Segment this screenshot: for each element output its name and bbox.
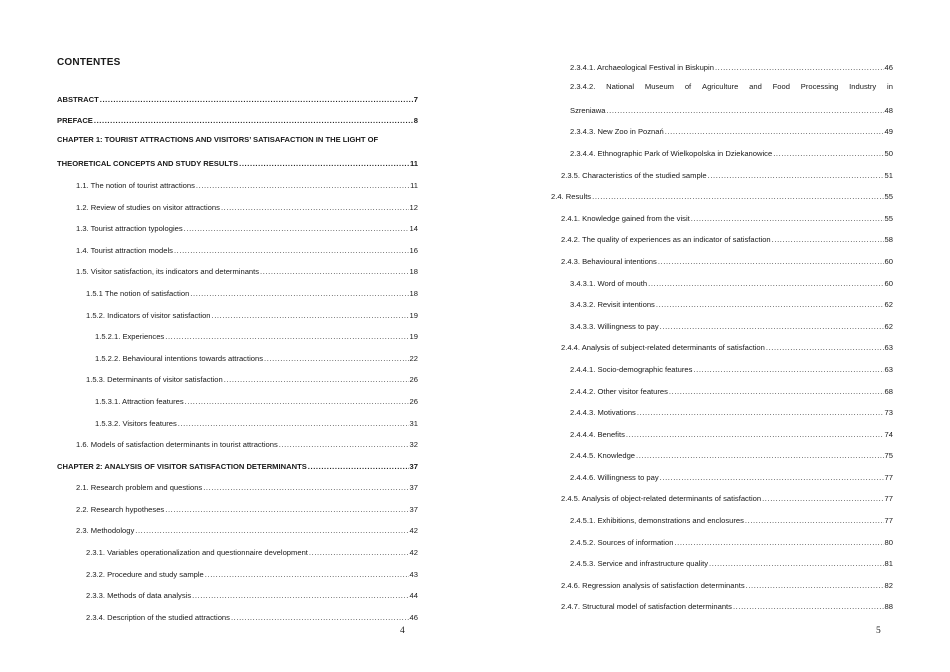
toc-entry-chapter-2[interactable] bbox=[0, 452, 475, 474]
toc-entry-label: 1.5.3.1. Attraction features bbox=[95, 396, 184, 406]
toc-leader-dots bbox=[135, 526, 408, 536]
toc-leader-dots bbox=[100, 95, 413, 105]
toc-leader-dots bbox=[626, 430, 884, 440]
toc-entry-page: 7 bbox=[413, 94, 418, 104]
toc-entry-page: 77 bbox=[884, 516, 893, 526]
toc-entry-label: 2.3.4.1. Archaeological Festival in Biskupin bbox=[570, 62, 714, 72]
toc-entry-word: of bbox=[684, 81, 692, 91]
toc-leader-dots bbox=[239, 159, 409, 169]
toc-entry[interactable] bbox=[0, 236, 475, 258]
toc-leader-dots bbox=[264, 354, 409, 364]
toc-entry-label: 2.4.4.2. Other visitor features bbox=[570, 386, 668, 396]
toc-leader-dots bbox=[636, 451, 884, 461]
toc-entry-word: Processing bbox=[800, 81, 839, 91]
toc-entry-page: 51 bbox=[884, 170, 893, 180]
toc-entry-page: 82 bbox=[884, 580, 893, 590]
toc-leader-dots bbox=[745, 516, 884, 526]
toc-leader-dots bbox=[762, 494, 883, 504]
toc-entry-page: 18 bbox=[409, 288, 418, 298]
toc-leader-dots bbox=[648, 279, 883, 289]
toc-entry[interactable] bbox=[0, 258, 475, 280]
toc-entry-label: 2.3.2. Procedure and study sample bbox=[86, 569, 204, 579]
toc-entry-page: 77 bbox=[884, 472, 893, 482]
toc-entry-page: 50 bbox=[884, 148, 893, 158]
toc-entry-page: 81 bbox=[884, 559, 893, 569]
toc-entry-page: 8 bbox=[413, 116, 418, 126]
toc-entry-label: 2.4. Results bbox=[551, 192, 592, 202]
toc-entry-page: 44 bbox=[409, 591, 418, 601]
toc-entry-page: 37 bbox=[409, 461, 418, 471]
toc-entry-label: 2.3.4.4. Ethnographic Park of Wielkopolska in Dziekanowice bbox=[570, 148, 773, 158]
toc-leader-dots bbox=[196, 181, 409, 191]
toc-entry-page: 63 bbox=[884, 343, 893, 353]
toc-entry-label: 2.4.5.2. Sources of information bbox=[570, 537, 674, 547]
toc-leader-dots bbox=[746, 581, 884, 591]
toc-entry-label: PREFACE bbox=[57, 116, 93, 126]
toc-entry-page: 37 bbox=[409, 504, 418, 514]
right-page bbox=[475, 0, 950, 672]
toc-entry-page: 77 bbox=[884, 494, 893, 504]
toc-leader-dots bbox=[212, 311, 409, 321]
toc-entry[interactable] bbox=[0, 193, 475, 215]
toc-entry-two-line[interactable] bbox=[570, 75, 893, 118]
toc-entry[interactable] bbox=[475, 528, 950, 550]
toc-leader-dots bbox=[309, 548, 409, 558]
toc-entry-label-line1: CHAPTER 1: TOURIST ATTRACTIONS AND VISITORS’ SATISAFACTION IN THE LIGHT OF bbox=[57, 135, 379, 145]
toc-leader-dots bbox=[308, 462, 409, 472]
toc-entry[interactable] bbox=[0, 560, 475, 582]
toc-entry-label: 1.1. The notion of tourist attractions bbox=[76, 180, 195, 190]
toc-entry[interactable] bbox=[475, 312, 950, 334]
toc-entry-label: 2.3.3. Methods of data analysis bbox=[86, 591, 192, 601]
toc-leader-dots bbox=[224, 375, 409, 385]
toc-entry[interactable] bbox=[0, 366, 475, 388]
toc-leader-dots bbox=[693, 365, 883, 375]
toc-leader-dots bbox=[637, 408, 884, 418]
toc-entry[interactable] bbox=[475, 139, 950, 161]
toc-entry[interactable] bbox=[475, 485, 950, 507]
toc-entry-page: 14 bbox=[409, 224, 418, 234]
toc-leader-dots bbox=[184, 224, 409, 234]
toc-entry-label: 2.1. Research problem and questions bbox=[76, 483, 203, 493]
toc-entry-label: CHAPTER 2: ANALYSIS OF VISITOR SATISFACTION DETERMINANTS bbox=[57, 461, 307, 471]
toc-entry[interactable] bbox=[475, 53, 950, 75]
toc-entry-label: 3.4.3.2. Revisit intentions bbox=[570, 300, 655, 310]
toc-entry-page: 18 bbox=[409, 267, 418, 277]
toc-leader-dots bbox=[165, 505, 408, 515]
toc-entry-label: 1.5.3.2. Visitors features bbox=[95, 418, 177, 428]
toc-entry-chapter-1[interactable] bbox=[57, 128, 418, 171]
toc-entry-page: 63 bbox=[884, 364, 893, 374]
toc-leader-dots bbox=[94, 116, 413, 126]
toc-entry-page: 22 bbox=[409, 353, 418, 363]
toc-entry-label: 2.4.4.1. Socio-demographic features bbox=[570, 364, 693, 374]
toc-entry[interactable] bbox=[475, 204, 950, 226]
toc-heading: CONTENTES bbox=[57, 57, 121, 68]
toc-entry-word: 2.3.4.2. bbox=[570, 81, 596, 91]
toc-entry[interactable] bbox=[475, 377, 950, 399]
toc-leader-dots bbox=[260, 267, 409, 277]
toc-leader-dots bbox=[205, 570, 409, 580]
toc-entry[interactable] bbox=[0, 301, 475, 323]
toc-entry-label: 1.2. Review of studies on visitor attractions bbox=[76, 202, 220, 212]
toc-entry-label: THEORETICAL CONCEPTS AND STUDY RESULTS bbox=[57, 159, 239, 169]
toc-entry[interactable] bbox=[0, 85, 475, 107]
toc-leader-dots bbox=[733, 602, 884, 612]
toc-entry-page: 58 bbox=[884, 235, 893, 245]
toc-leader-dots bbox=[660, 473, 884, 483]
toc-entry[interactable] bbox=[0, 603, 475, 625]
toc-leader-dots bbox=[165, 332, 408, 342]
toc-entry-page: 55 bbox=[884, 192, 893, 202]
toc-entry[interactable] bbox=[0, 538, 475, 560]
toc-entry[interactable] bbox=[475, 161, 950, 183]
toc-entry-label: 2.3.4. Description of the studied attractions bbox=[86, 612, 230, 622]
toc-entry-label: 2.3.1. Variables operationalization and questionnaire development bbox=[86, 548, 308, 558]
toc-entry[interactable] bbox=[475, 463, 950, 485]
toc-entry-page: 42 bbox=[409, 548, 418, 558]
toc-leader-dots bbox=[203, 483, 408, 493]
toc-entry-page: 68 bbox=[884, 386, 893, 396]
toc-entry-page: 49 bbox=[884, 127, 893, 137]
toc-entry-page: 31 bbox=[409, 418, 418, 428]
toc-leader-dots bbox=[231, 613, 409, 623]
toc-entry-page: 26 bbox=[409, 375, 418, 385]
toc-leader-dots bbox=[715, 63, 884, 73]
toc-entry[interactable] bbox=[0, 107, 475, 129]
toc-entry[interactable] bbox=[475, 334, 950, 356]
toc-list-left bbox=[0, 85, 475, 625]
toc-entry-page: 74 bbox=[884, 429, 893, 439]
toc-entry-page: 60 bbox=[884, 278, 893, 288]
toc-leader-dots bbox=[656, 300, 884, 310]
toc-entry[interactable] bbox=[0, 582, 475, 604]
toc-entry-word: and bbox=[749, 81, 762, 91]
toc-leader-dots bbox=[660, 322, 884, 332]
toc-entry-label: 2.3. Methodology bbox=[76, 526, 135, 536]
toc-entry[interactable] bbox=[0, 344, 475, 366]
toc-entry-label: ABSTRACT bbox=[57, 94, 99, 104]
toc-entry[interactable] bbox=[475, 420, 950, 442]
toc-leader-dots bbox=[691, 214, 884, 224]
toc-entry-label: 2.4.2. The quality of experiences as an indicator of satisfaction bbox=[561, 235, 771, 245]
toc-entry[interactable] bbox=[475, 399, 950, 421]
toc-leader-dots bbox=[708, 171, 884, 181]
toc-entry-label: 2.2. Research hypotheses bbox=[76, 504, 165, 514]
toc-leader-dots bbox=[665, 127, 884, 137]
toc-entry-label: 2.4.7. Structural model of satisfaction determinants bbox=[561, 602, 732, 612]
toc-entry-page: 37 bbox=[409, 483, 418, 493]
toc-entry[interactable] bbox=[0, 431, 475, 453]
toc-entry[interactable] bbox=[0, 215, 475, 237]
toc-leader-dots bbox=[669, 387, 884, 397]
toc-entry-page: 32 bbox=[409, 440, 418, 450]
toc-entry[interactable] bbox=[0, 409, 475, 431]
toc-entry[interactable] bbox=[475, 355, 950, 377]
toc-leader-dots bbox=[658, 257, 884, 267]
toc-entry-page: 73 bbox=[884, 408, 893, 418]
toc-entry-label: 2.4.5.1. Exhibitions, demonstrations and enclosures bbox=[570, 516, 744, 526]
toc-entry-page: 55 bbox=[884, 213, 893, 223]
toc-entry-label: 2.3.4.3. New Zoo in Poznań bbox=[570, 127, 664, 137]
toc-entry-page: 19 bbox=[409, 310, 418, 320]
toc-entry-label: 1.4. Tourist attraction models bbox=[76, 245, 173, 255]
toc-entry-label: 1.3. Tourist attraction typologies bbox=[76, 224, 183, 234]
toc-entry-label: 2.4.1. Knowledge gained from the visit bbox=[561, 213, 690, 223]
toc-entry-label: 3.4.3.3. Willingness to pay bbox=[570, 321, 659, 331]
toc-entry[interactable] bbox=[475, 550, 950, 572]
toc-entry-label: 2.4.4.4. Benefits bbox=[570, 429, 625, 439]
toc-entry-label: 1.5.3. Determinants of visitor satisfaction bbox=[86, 375, 223, 385]
toc-entry[interactable] bbox=[475, 291, 950, 313]
toc-entry[interactable] bbox=[475, 269, 950, 291]
toc-entry-label: 1.5.2.2. Behavioural intentions towards attractions bbox=[95, 353, 264, 363]
toc-entry-page: 12 bbox=[409, 202, 418, 212]
toc-entry-page: 43 bbox=[409, 569, 418, 579]
toc-entry[interactable] bbox=[0, 323, 475, 345]
toc-entry-page: 62 bbox=[884, 300, 893, 310]
toc-entry[interactable] bbox=[0, 474, 475, 496]
toc-entry-page: 48 bbox=[884, 105, 893, 115]
toc-entry-label: Szreniawa bbox=[570, 105, 606, 115]
toc-leader-dots bbox=[606, 106, 883, 116]
toc-entry-label: 2.3.5. Characteristics of the studied sample bbox=[561, 170, 707, 180]
toc-entry[interactable] bbox=[475, 118, 950, 140]
toc-entry[interactable] bbox=[475, 506, 950, 528]
toc-entry-label: 2.4.4.6. Willingness to pay bbox=[570, 472, 659, 482]
toc-entry-page: 16 bbox=[409, 245, 418, 255]
toc-entry-word: National bbox=[606, 81, 635, 91]
toc-entry-label: 3.4.3.1. Word of mouth bbox=[570, 278, 648, 288]
toc-entry-label: 2.4.4.3. Motivations bbox=[570, 408, 636, 418]
toc-entry[interactable] bbox=[475, 226, 950, 248]
toc-leader-dots bbox=[766, 343, 884, 353]
toc-entry[interactable] bbox=[0, 495, 475, 517]
toc-entry-page: 19 bbox=[409, 332, 418, 342]
toc-leader-dots bbox=[221, 203, 409, 213]
toc-entry-page: 62 bbox=[884, 321, 893, 331]
toc-entry[interactable] bbox=[475, 593, 950, 615]
toc-entry-word: Agriculture bbox=[702, 81, 739, 91]
toc-leader-dots bbox=[709, 559, 884, 569]
toc-leader-dots bbox=[773, 149, 883, 159]
toc-leader-dots bbox=[185, 397, 409, 407]
page-number-left: 4 bbox=[400, 626, 405, 636]
toc-leader-dots bbox=[592, 192, 883, 202]
toc-entry-label: 2.4.4. Analysis of subject-related determinants of satisfaction bbox=[561, 343, 765, 353]
toc-entry-label: 1.5.1 The notion of satisfaction bbox=[86, 288, 190, 298]
toc-entry[interactable] bbox=[475, 442, 950, 464]
toc-leader-dots bbox=[674, 538, 883, 548]
toc-entry-page: 80 bbox=[884, 537, 893, 547]
page-number-right: 5 bbox=[876, 626, 881, 636]
toc-leader-dots bbox=[178, 419, 409, 429]
toc-entry[interactable] bbox=[475, 571, 950, 593]
toc-entry-page: 46 bbox=[409, 612, 418, 622]
toc-entry-label: 2.4.5. Analysis of object-related determinants of satisfaction bbox=[561, 494, 762, 504]
toc-entry-label: 1.5.2.1. Experiences bbox=[95, 332, 165, 342]
toc-entry[interactable] bbox=[475, 247, 950, 269]
toc-entry-page: 11 bbox=[409, 159, 418, 169]
toc-entry-page: 26 bbox=[409, 396, 418, 406]
toc-entry-label: 2.4.3. Behavioural intentions bbox=[561, 256, 657, 266]
toc-entry[interactable] bbox=[0, 517, 475, 539]
toc-entry-word: Museum bbox=[644, 81, 674, 91]
toc-entry[interactable] bbox=[475, 183, 950, 205]
toc-entry-page: 88 bbox=[884, 602, 893, 612]
toc-entry-label: 1.5. Visitor satisfaction, its indicators and determinants bbox=[76, 267, 260, 277]
toc-leader-dots bbox=[190, 289, 408, 299]
toc-entry-page: 46 bbox=[884, 62, 893, 72]
toc-leader-dots bbox=[279, 440, 409, 450]
toc-entry-label: 1.6. Models of satisfaction determinants in tourist attractions bbox=[76, 440, 278, 450]
toc-entry[interactable] bbox=[0, 171, 475, 193]
toc-entry-page: 60 bbox=[884, 256, 893, 266]
toc-entry-label: 2.4.6. Regression analysis of satisfaction determinants bbox=[561, 580, 745, 590]
toc-entry[interactable] bbox=[0, 279, 475, 301]
toc-entry-word: in bbox=[887, 81, 893, 91]
toc-entry-label: 1.5.2. Indicators of visitor satisfaction bbox=[86, 310, 211, 320]
toc-entry-page: 11 bbox=[410, 180, 418, 190]
toc-entry-page: 75 bbox=[884, 451, 893, 461]
toc-entry-label: 2.4.4.5. Knowledge bbox=[570, 451, 636, 461]
toc-entry-label: 2.4.5.3. Service and infrastructure quality bbox=[570, 559, 709, 569]
toc-entry[interactable] bbox=[0, 387, 475, 409]
toc-leader-dots bbox=[192, 591, 408, 601]
toc-leader-dots bbox=[772, 235, 884, 245]
toc-entry-word: Food bbox=[772, 81, 790, 91]
toc-entry-word: Industry bbox=[849, 81, 877, 91]
toc-list-right bbox=[475, 53, 950, 614]
toc-leader-dots bbox=[174, 246, 409, 256]
toc-entry-page: 42 bbox=[409, 526, 418, 536]
